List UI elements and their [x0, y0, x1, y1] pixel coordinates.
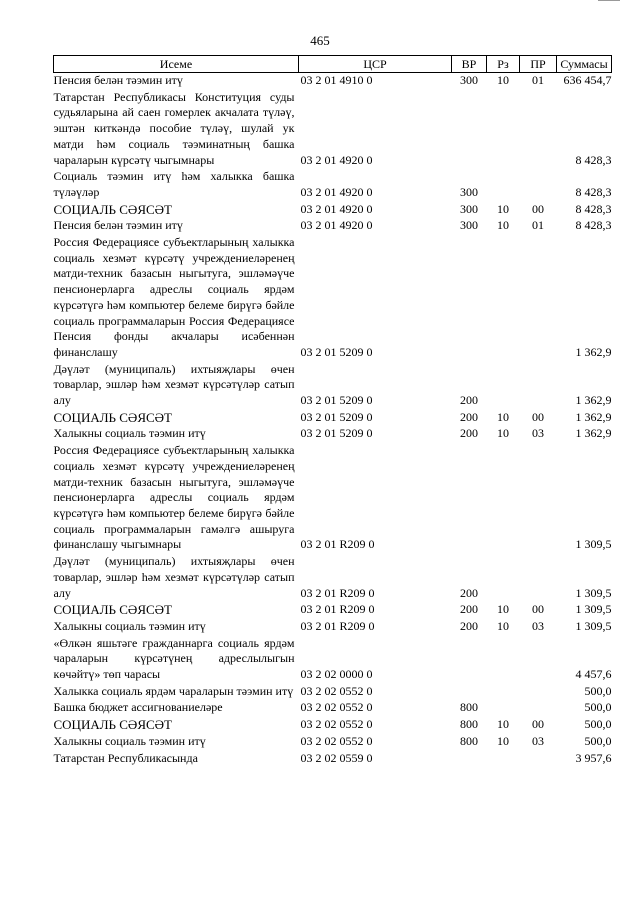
cell-pr: 03 [532, 426, 544, 441]
cell-csr: 03 2 01 4920 0 [300, 201, 373, 216]
cell-pr: 03 [532, 618, 544, 633]
cell-name: Халыкны социаль тәэмин итү [53, 426, 206, 441]
cell-rz [487, 700, 520, 717]
cell-pr [520, 636, 557, 684]
cell-vr: 200 [460, 585, 478, 600]
table-body [54, 73, 612, 768]
cell-sum: 500,0 [584, 683, 612, 698]
cell-csr: 03 2 01 5209 0 [300, 426, 373, 441]
cell-rz [487, 751, 520, 768]
cell-rz [487, 169, 520, 201]
header-sum: Суммасы [557, 56, 612, 73]
header-vr: ВР [452, 56, 487, 73]
cell-sum: 1 362,9 [575, 426, 612, 441]
cell-vr [452, 684, 487, 701]
cell-pr: 01 [532, 73, 544, 87]
cell-csr: 03 2 01 5209 0 [300, 344, 373, 359]
cell-rz [487, 235, 520, 362]
table-row [54, 73, 612, 90]
cell-sum: 1 309,5 [575, 618, 612, 633]
cell-rz [487, 443, 520, 554]
cell-name: Дәүләт (муниципаль) ихтыяҗлары өчен товарлар, эшләр һәм хезмәт күрсәтүләр сатып алу [53, 554, 295, 600]
cell-sum: 1 309,5 [575, 537, 612, 552]
cell-sum: 8 428,3 [575, 184, 612, 199]
cell-vr: 200 [460, 426, 478, 441]
cell-vr: 300 [460, 218, 478, 233]
cell-sum: 1 362,9 [575, 344, 612, 359]
cell-rz: 10 [497, 717, 509, 732]
cell-rz: 10 [497, 409, 509, 424]
cell-name: СОЦИАЛЬ СӘЯСӘТ [53, 602, 172, 618]
cell-pr [520, 169, 557, 201]
cell-name: Татарстан Республикасы Конституция суды судьяларына ай саен гомерлек акчалата түләү, эштән киткәндә пособие түләү, шулай ук матди һәм социаль тәэминатның башка чараларын күрсәтү чыгымнары [53, 89, 295, 167]
cell-rz [487, 90, 520, 170]
header-pr: ПР [520, 56, 557, 73]
cell-sum: 4 457,6 [575, 667, 612, 682]
cell-vr: 300 [460, 73, 478, 87]
table-row [54, 602, 612, 619]
table-row [54, 554, 612, 602]
table-header [54, 56, 612, 73]
cell-vr [452, 751, 487, 768]
cell-name: Пенсия белән тәэмин итү [53, 218, 183, 233]
cell-sum: 500,0 [584, 717, 612, 732]
cell-rz [487, 362, 520, 410]
cell-rz [487, 636, 520, 684]
cell-sum: 500,0 [584, 733, 612, 748]
cell-pr [520, 362, 557, 410]
cell-rz: 10 [497, 218, 509, 233]
cell-rz: 10 [497, 602, 509, 617]
cell-pr: 00 [532, 602, 544, 617]
table-row [54, 734, 612, 751]
table-row [54, 218, 612, 235]
table-row [54, 717, 612, 734]
cell-sum: 1 309,5 [575, 585, 612, 600]
cell-vr [452, 90, 487, 170]
cell-vr [452, 636, 487, 684]
cell-csr: 03 2 02 0559 0 [300, 750, 373, 765]
cell-rz: 10 [497, 618, 509, 633]
cell-vr: 800 [460, 733, 478, 748]
cell-csr: 03 2 01 5209 0 [300, 393, 373, 408]
cell-pr [520, 751, 557, 768]
cell-sum: 500,0 [584, 700, 612, 715]
cell-name: Халыкны социаль тәэмин итү [53, 618, 206, 633]
cell-csr: 03 2 02 0552 0 [300, 683, 373, 698]
table-row [54, 362, 612, 410]
cell-pr: 00 [532, 409, 544, 424]
cell-csr: 03 2 01 4920 0 [300, 184, 373, 199]
cell-csr: 03 2 02 0000 0 [300, 667, 373, 682]
cell-sum: 8 428,3 [575, 201, 612, 216]
cell-sum: 3 957,6 [575, 750, 612, 765]
cell-vr: 200 [460, 409, 478, 424]
cell-csr: 03 2 01 R209 0 [300, 602, 375, 617]
cell-name: Халыкка социаль ярдәм чараларын тәэмин итү [53, 683, 294, 698]
cell-csr: 03 2 01 4910 0 [300, 73, 373, 87]
cell-vr: 200 [460, 602, 478, 617]
table-row [54, 700, 612, 717]
cell-pr [520, 443, 557, 554]
cell-vr: 800 [460, 717, 478, 732]
cell-pr [520, 700, 557, 717]
cell-vr: 800 [460, 700, 478, 715]
cell-name: СОЦИАЛЬ СӘЯСӘТ [53, 717, 172, 733]
cell-csr: 03 2 01 4920 0 [300, 218, 373, 233]
cell-csr: 03 2 02 0552 0 [300, 700, 373, 715]
table-row [54, 410, 612, 427]
cell-csr: 03 2 02 0552 0 [300, 717, 373, 732]
header-name: Исеме [54, 56, 299, 73]
cell-sum: 8 428,3 [575, 218, 612, 233]
cell-pr: 03 [532, 733, 544, 748]
cell-name: «Өлкән яшьтәге гражданнарга социаль ярдәм чараларын күрсәтүнең адреслылыгын көчәйтү» төп чарасы [53, 635, 295, 682]
cell-vr: 300 [460, 201, 478, 216]
table-row [54, 426, 612, 443]
cell-csr: 03 2 01 5209 0 [300, 409, 373, 424]
cell-pr [520, 554, 557, 602]
cell-name: Социаль тәэмин итү һәм халыкка башка түләүләр [53, 169, 295, 199]
cell-sum: 8 428,3 [575, 152, 612, 167]
cell-rz [487, 554, 520, 602]
cell-sum: 1 362,9 [575, 393, 612, 408]
cell-rz [487, 684, 520, 701]
cell-name: СОЦИАЛЬ СӘЯСӘТ [53, 201, 172, 217]
table-row [54, 90, 612, 170]
scan-edge-mark [598, 0, 620, 2]
cell-csr: 03 2 02 0552 0 [300, 733, 373, 748]
cell-vr: 300 [460, 184, 478, 199]
cell-vr [452, 235, 487, 362]
page-number: 465 [310, 33, 330, 48]
table-row [54, 636, 612, 684]
cell-rz: 10 [497, 733, 509, 748]
cell-rz: 10 [497, 426, 509, 441]
cell-name: Пенсия белән тәэмин итү [53, 73, 183, 87]
cell-vr [452, 443, 487, 554]
table-row [54, 235, 612, 362]
cell-pr [520, 684, 557, 701]
cell-pr [520, 235, 557, 362]
cell-pr: 01 [532, 218, 544, 233]
cell-csr: 03 2 01 R209 0 [300, 585, 375, 600]
table-row [54, 751, 612, 768]
cell-rz: 10 [497, 201, 509, 216]
table-row [54, 619, 612, 636]
cell-csr: 03 2 01 R209 0 [300, 537, 375, 552]
cell-csr: 03 2 01 4920 0 [300, 152, 373, 167]
cell-pr [520, 90, 557, 170]
table-row [54, 202, 612, 219]
cell-pr: 00 [532, 201, 544, 216]
budget-table [53, 55, 612, 767]
cell-name: Татарстан Республикасында [53, 750, 198, 765]
header-rz: Рз [487, 56, 520, 73]
cell-sum: 636 454,7 [563, 73, 612, 87]
cell-name: СОЦИАЛЬ СӘЯСӘТ [53, 409, 172, 425]
cell-csr: 03 2 01 R209 0 [300, 618, 375, 633]
table-row [54, 443, 612, 554]
cell-sum: 1 309,5 [575, 602, 612, 617]
cell-name: Россия Федерациясе субъектларының халыкка социаль хезмәт күрсәтү учреждениеләренең матди-техник базасын ныгытуга, эшләмәүче пенсионерларга адреслы социаль ярдәм күрсәтүгә һәм компьютер белеме бирүгә бәйле социаль программаларын гамәлгә ашыруга финанслашу чыгымнары [53, 443, 295, 552]
cell-sum: 1 362,9 [575, 409, 612, 424]
cell-name: Башка бюджет ассигнованиеләре [53, 700, 223, 715]
cell-pr: 00 [532, 717, 544, 732]
cell-name: Россия Федерациясе субъектларының халыкка социаль хезмәт күрсәтү учреждениеләренең матди-техник базасын ныгытуга, эшләмәүче пенсионерларга адреслы социаль ярдәм күрсәтүгә һәм компьютер белеме бирүгә бәйле социаль программаларын Россия Федерациясе Пенсия фонды акчалары исәбеннән финанслашу [53, 235, 295, 359]
cell-vr: 200 [460, 393, 478, 408]
cell-rz: 10 [497, 73, 509, 87]
header-csr: ЦСР [299, 56, 452, 73]
cell-name: Халыкны социаль тәэмин итү [53, 733, 206, 748]
cell-name: Дәүләт (муниципаль) ихтыяҗлары өчен товарлар, эшләр һәм хезмәт күрсәтүләр сатып алу [53, 361, 295, 408]
cell-vr: 200 [460, 618, 478, 633]
table-row [54, 169, 612, 201]
table-row [54, 684, 612, 701]
